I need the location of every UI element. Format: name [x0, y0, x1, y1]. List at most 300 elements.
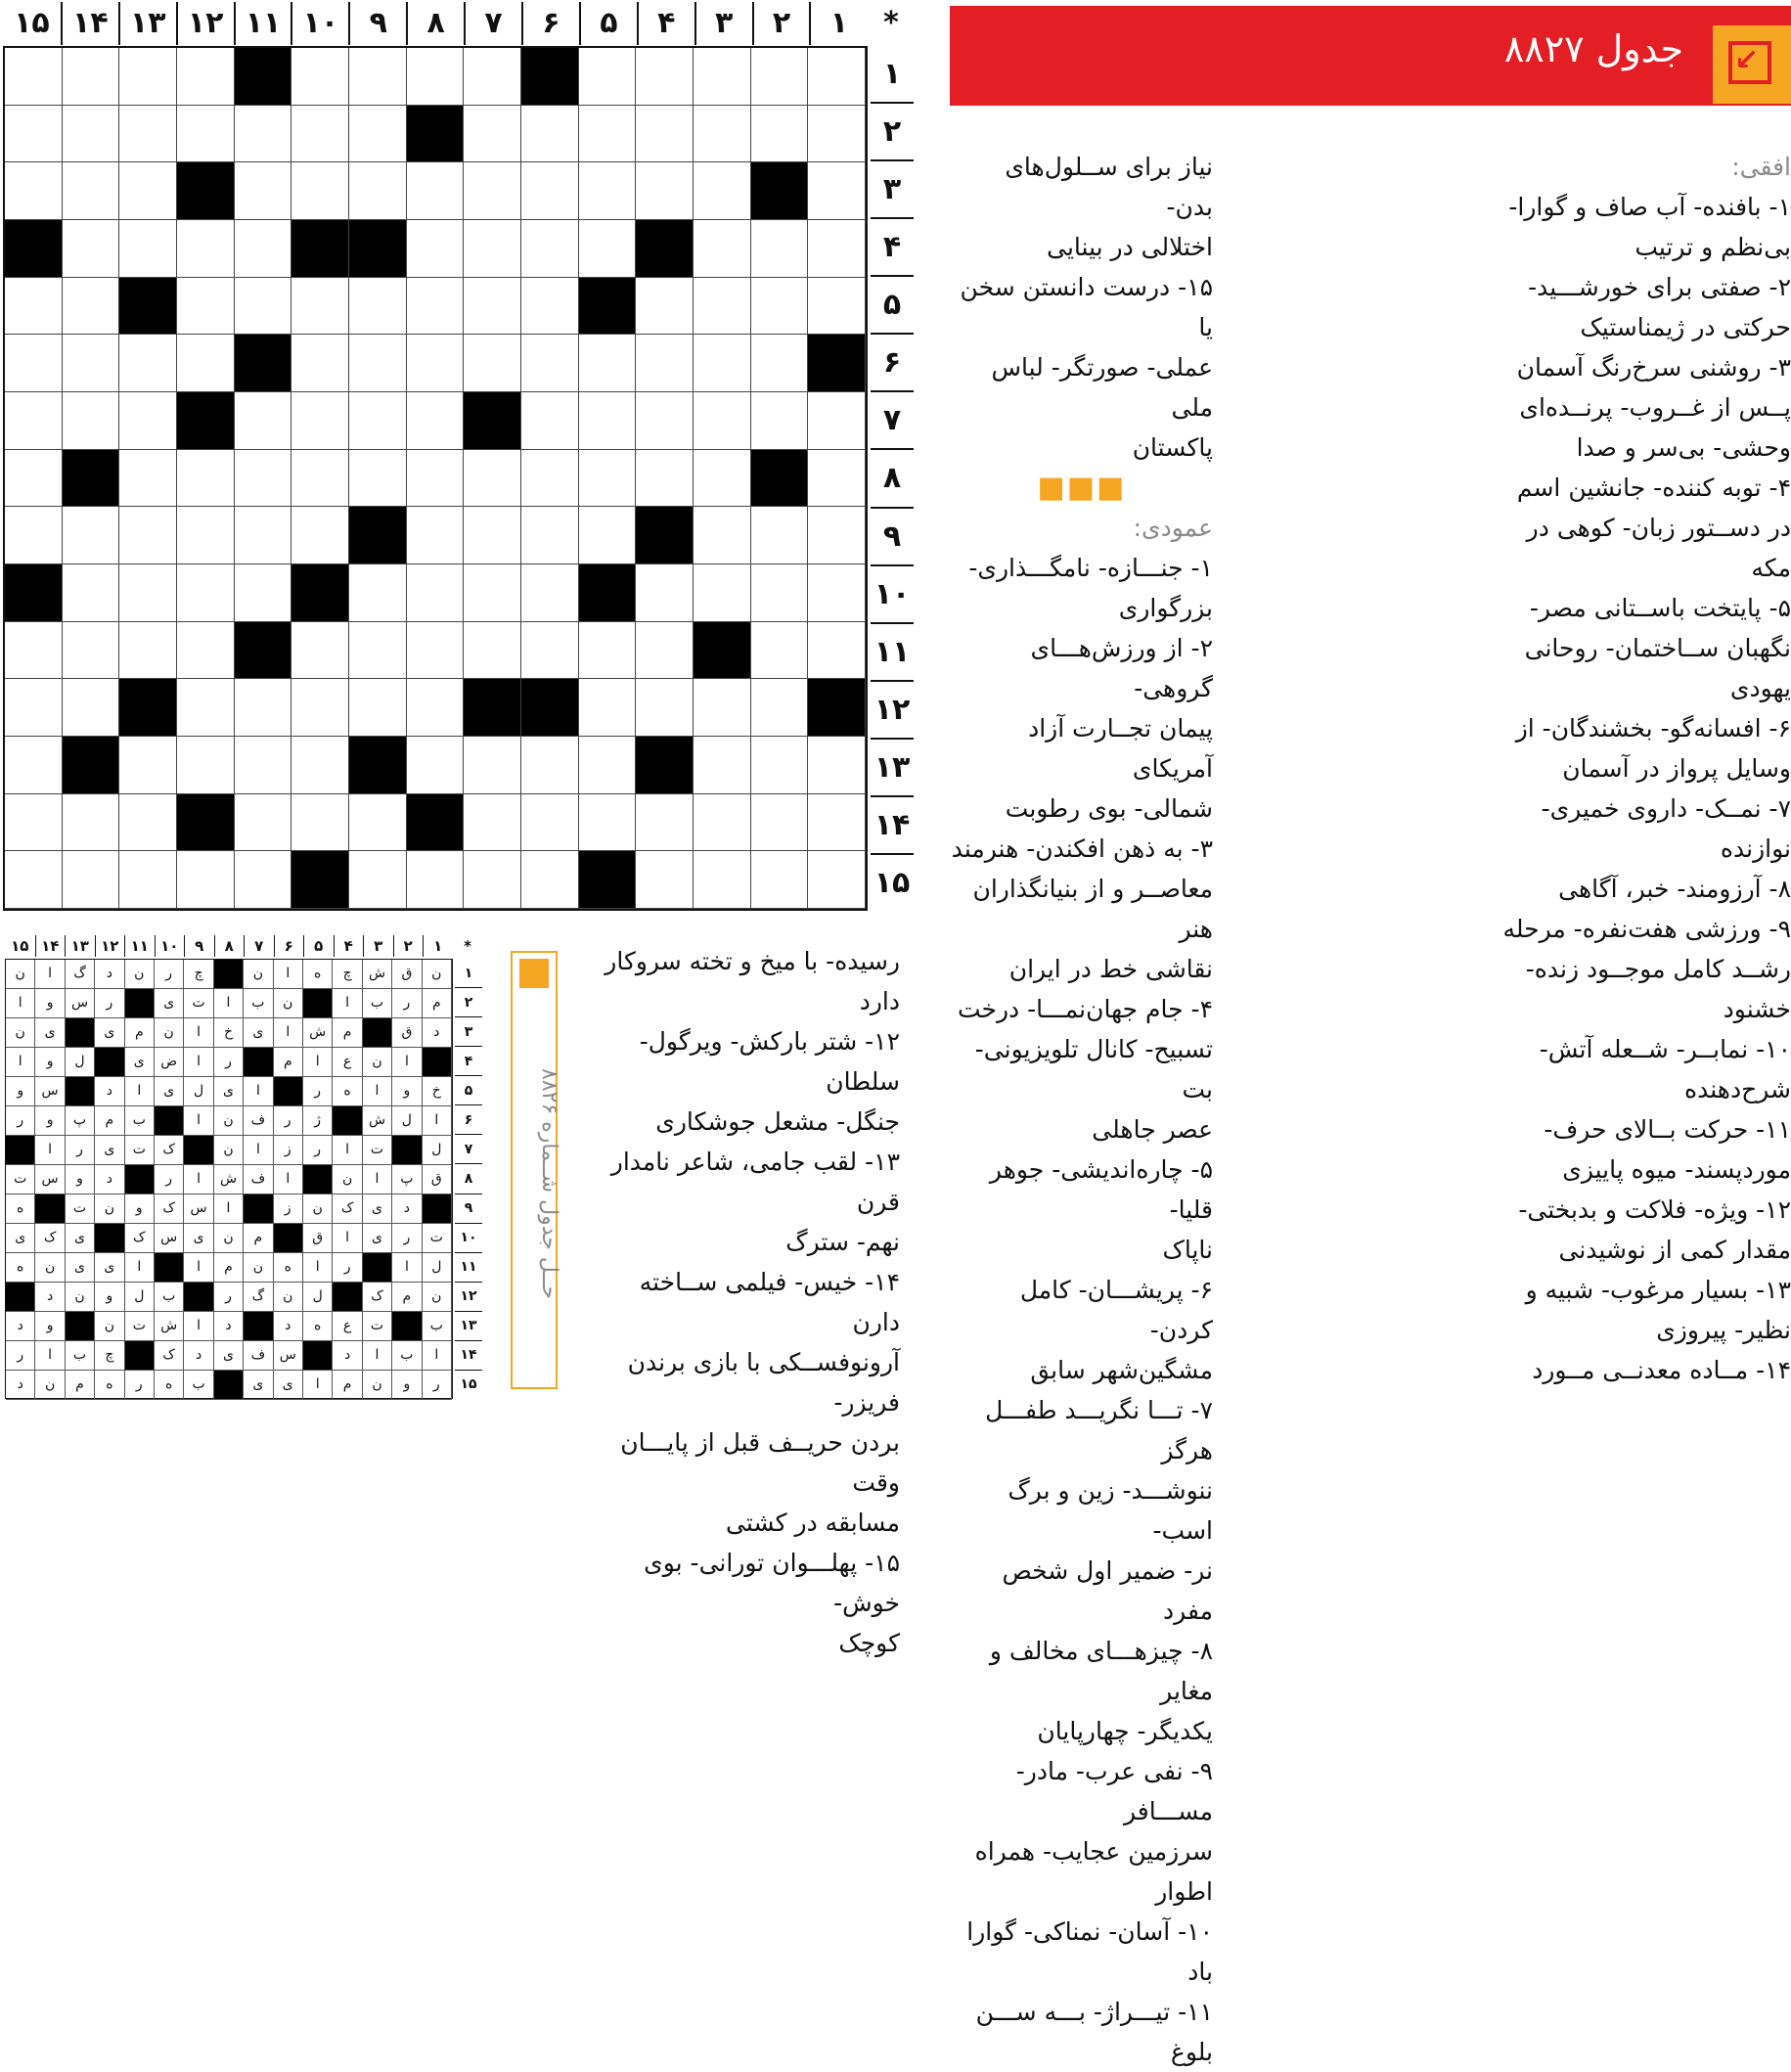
clue-line: ۲- از ورزش‌هـــای گروهی- — [1030, 634, 1213, 702]
white-cell[interactable] — [119, 392, 177, 450]
white-cell[interactable] — [694, 106, 751, 163]
white-cell[interactable] — [177, 106, 235, 163]
solution-letter: ر — [333, 1253, 362, 1283]
white-cell[interactable] — [349, 106, 407, 163]
white-cell[interactable] — [808, 564, 866, 622]
black-cell — [407, 106, 465, 163]
white-cell[interactable] — [579, 794, 637, 852]
white-cell[interactable] — [636, 679, 694, 737]
white-cell[interactable] — [63, 622, 120, 680]
solution-corner-star: * — [464, 937, 471, 955]
white-cell[interactable] — [751, 679, 809, 737]
black-cell — [235, 622, 292, 680]
arrow-logo-icon: ↙ — [1713, 25, 1791, 104]
white-cell[interactable] — [291, 794, 349, 852]
white-cell[interactable] — [579, 162, 637, 220]
white-cell[interactable] — [636, 162, 694, 220]
white-cell[interactable] — [464, 220, 521, 278]
white-cell[interactable] — [5, 737, 63, 794]
solution-column-number: ۵ — [303, 935, 334, 957]
solution-letter: س — [155, 1224, 184, 1253]
white-cell[interactable] — [349, 278, 407, 336]
white-cell[interactable] — [636, 335, 694, 392]
white-cell[interactable] — [579, 622, 637, 680]
clue-line: ۱۲- ویژه- فلاکت و بدبختی- — [1518, 1195, 1791, 1224]
white-cell[interactable] — [291, 507, 349, 564]
solution-letter: ه — [6, 1253, 35, 1283]
white-cell[interactable] — [579, 507, 637, 564]
solution-black-cell — [274, 1077, 303, 1106]
solution-letter: ن — [66, 1283, 95, 1312]
solution-letter: ن — [423, 960, 452, 989]
white-cell[interactable] — [5, 450, 63, 508]
solution-letter: ل — [423, 1253, 452, 1283]
white-cell[interactable] — [521, 278, 579, 336]
white-cell[interactable] — [63, 507, 120, 564]
clue-line: نظیر- پیروزی — [1656, 1316, 1791, 1344]
white-cell[interactable] — [464, 450, 521, 508]
white-cell[interactable] — [808, 106, 866, 163]
white-cell[interactable] — [291, 335, 349, 392]
white-cell[interactable] — [579, 220, 637, 278]
white-cell[interactable] — [694, 335, 751, 392]
white-cell[interactable] — [694, 851, 751, 909]
solution-letter: ل — [423, 1136, 452, 1165]
solution-letter: ن — [95, 1194, 124, 1224]
white-cell[interactable] — [119, 794, 177, 852]
white-cell[interactable] — [407, 507, 465, 564]
white-cell[interactable] — [349, 679, 407, 737]
clue-line: وحشی- بی‌سر و صدا — [1576, 433, 1791, 462]
white-cell[interactable] — [177, 335, 235, 392]
white-cell[interactable] — [119, 737, 177, 794]
row-number: ۱۲ — [871, 680, 914, 738]
white-cell[interactable] — [349, 622, 407, 680]
solution-letter: ی — [6, 1224, 35, 1253]
white-cell[interactable] — [235, 737, 292, 794]
row-number: ۱۵ — [871, 853, 914, 911]
white-cell[interactable] — [63, 162, 120, 220]
white-cell[interactable] — [636, 851, 694, 909]
white-cell[interactable] — [808, 392, 866, 450]
white-cell[interactable] — [235, 794, 292, 852]
white-cell[interactable] — [751, 48, 809, 106]
solution-letter: ب — [363, 989, 392, 1018]
solution-black-cell — [35, 1194, 65, 1224]
white-cell[interactable] — [119, 450, 177, 508]
white-cell[interactable] — [579, 450, 637, 508]
white-cell[interactable] — [694, 450, 751, 508]
row-number: ۱ — [882, 57, 902, 92]
white-cell[interactable] — [291, 162, 349, 220]
white-cell[interactable] — [694, 564, 751, 622]
white-cell[interactable] — [464, 794, 521, 852]
white-cell[interactable] — [5, 48, 63, 106]
solution-black-cell — [184, 1283, 213, 1312]
clue-line: ۱۴- خیس- فیلمی ســاخته دارن — [639, 1268, 900, 1336]
white-cell[interactable] — [808, 507, 866, 564]
black-cell — [349, 220, 407, 278]
solution-black-cell — [244, 1312, 273, 1341]
white-cell[interactable] — [407, 851, 465, 909]
white-cell[interactable] — [694, 794, 751, 852]
solution-letter: م — [244, 1224, 273, 1253]
white-cell[interactable] — [235, 392, 292, 450]
white-cell[interactable] — [636, 564, 694, 622]
white-cell[interactable] — [235, 220, 292, 278]
white-cell[interactable] — [177, 564, 235, 622]
black-cell — [349, 737, 407, 794]
white-cell[interactable] — [63, 679, 120, 737]
white-cell[interactable] — [119, 48, 177, 106]
solution-letter: ی — [125, 1048, 155, 1077]
white-cell[interactable] — [5, 392, 63, 450]
white-cell[interactable] — [177, 48, 235, 106]
clue-line: ۱- بافنده- آب صاف و گوارا- — [1508, 193, 1791, 221]
white-cell[interactable] — [521, 162, 579, 220]
clue-line: ننوشـــد- زین و برگ اسب- — [1007, 1476, 1213, 1545]
column-number: ۱۵ — [14, 6, 50, 40]
white-cell[interactable] — [291, 622, 349, 680]
solution-letter: م — [333, 1371, 362, 1400]
white-cell[interactable] — [808, 450, 866, 508]
white-cell[interactable] — [579, 106, 637, 163]
solution-row-number: ۱ — [464, 965, 473, 981]
solution-black-cell — [95, 1048, 124, 1077]
white-cell[interactable] — [235, 106, 292, 163]
solution-letter: ش — [363, 960, 392, 989]
solution-black-cell — [274, 1224, 303, 1253]
white-cell[interactable] — [119, 851, 177, 909]
white-cell[interactable] — [694, 507, 751, 564]
white-cell[interactable] — [808, 48, 866, 106]
row-number: ۵ — [871, 275, 914, 333]
column-number: ۵ — [579, 2, 637, 45]
white-cell[interactable] — [808, 794, 866, 852]
solution-letter: گ — [66, 960, 95, 989]
white-cell[interactable] — [407, 679, 465, 737]
clue-line: عملی- صورتگر- لباس ملی — [991, 353, 1213, 422]
solution-letter: ا — [6, 989, 35, 1018]
white-cell[interactable] — [177, 278, 235, 336]
white-cell[interactable] — [521, 392, 579, 450]
solution-letter: م — [274, 1048, 303, 1077]
solution-letter: ا — [363, 1077, 392, 1106]
white-cell[interactable] — [177, 450, 235, 508]
solution-letter: س — [35, 1077, 65, 1106]
white-cell[interactable] — [349, 794, 407, 852]
white-cell[interactable] — [636, 48, 694, 106]
white-cell[interactable] — [464, 564, 521, 622]
black-cell — [808, 679, 866, 737]
white-cell[interactable] — [291, 106, 349, 163]
white-cell[interactable] — [235, 851, 292, 909]
white-cell[interactable] — [464, 106, 521, 163]
white-cell[interactable] — [694, 392, 751, 450]
solution-letter: ت — [66, 1194, 95, 1224]
solution-row-number: ۱۰ — [455, 1223, 482, 1252]
solution-black-cell — [155, 1253, 184, 1283]
white-cell[interactable] — [464, 622, 521, 680]
white-cell[interactable] — [235, 450, 292, 508]
solution-letter: ش — [155, 1312, 184, 1341]
white-cell[interactable] — [5, 679, 63, 737]
solution-letter: ب — [392, 1341, 422, 1371]
white-cell[interactable] — [694, 278, 751, 336]
solution-letter: ا — [125, 1253, 155, 1283]
solution-letter: ه — [95, 1371, 124, 1400]
clue-line: ۹- نفی عرب- مادر- مســـافر — [1015, 1757, 1213, 1825]
white-cell[interactable] — [5, 851, 63, 909]
white-cell[interactable] — [579, 48, 637, 106]
solution-letter: ن — [125, 960, 155, 989]
black-cell — [5, 564, 63, 622]
white-cell[interactable] — [407, 220, 465, 278]
white-cell[interactable] — [5, 335, 63, 392]
white-cell[interactable] — [349, 162, 407, 220]
white-cell[interactable] — [521, 106, 579, 163]
solution-column-number: ۱۳ — [65, 935, 95, 957]
clue-line: مشگین‌شهر سابق — [1030, 1356, 1213, 1384]
solution-letter: ی — [214, 1077, 244, 1106]
white-cell[interactable] — [5, 794, 63, 852]
white-cell[interactable] — [5, 622, 63, 680]
white-cell[interactable] — [235, 278, 292, 336]
white-cell[interactable] — [407, 48, 465, 106]
white-cell[interactable] — [119, 335, 177, 392]
white-cell[interactable] — [636, 278, 694, 336]
clue-line: نقاشی خط در ایران — [1008, 955, 1213, 983]
black-cell — [349, 507, 407, 564]
white-cell[interactable] — [751, 851, 809, 909]
solution-letter: د — [6, 1371, 35, 1400]
white-cell[interactable] — [119, 622, 177, 680]
solution-letter: ر — [303, 1077, 333, 1106]
white-cell[interactable] — [464, 737, 521, 794]
solution-letter: ا — [274, 960, 303, 989]
white-cell[interactable] — [751, 794, 809, 852]
solution-letter: د — [95, 960, 124, 989]
white-cell[interactable] — [521, 335, 579, 392]
solution-letter: ر — [392, 989, 422, 1018]
white-cell[interactable] — [751, 564, 809, 622]
white-cell[interactable] — [579, 335, 637, 392]
white-cell[interactable] — [349, 335, 407, 392]
solution-letter: س — [66, 989, 95, 1018]
solution-letter: ل — [184, 1077, 213, 1106]
clue-line: حرکتی در ژیمناستیک — [1580, 313, 1791, 341]
white-cell[interactable] — [119, 162, 177, 220]
white-cell[interactable] — [235, 679, 292, 737]
white-cell[interactable] — [349, 564, 407, 622]
solution-letter: ه — [333, 1077, 362, 1106]
white-cell[interactable] — [407, 737, 465, 794]
white-cell[interactable] — [751, 737, 809, 794]
white-cell[interactable] — [694, 162, 751, 220]
white-cell[interactable] — [751, 220, 809, 278]
clue-line: ۹- ورزشی هفت‌نفره- مرحله — [1502, 915, 1791, 943]
white-cell[interactable] — [63, 564, 120, 622]
white-cell[interactable] — [407, 162, 465, 220]
solution-letter: ر — [392, 1224, 422, 1253]
solution-letter: ی — [184, 1224, 213, 1253]
white-cell[interactable] — [177, 507, 235, 564]
clue-line: مسابقه در کشتی — [725, 1509, 900, 1537]
white-cell[interactable] — [636, 392, 694, 450]
solution-letter: د — [214, 1312, 244, 1341]
white-cell[interactable] — [407, 278, 465, 336]
white-cell[interactable] — [5, 162, 63, 220]
white-cell[interactable] — [291, 48, 349, 106]
white-cell[interactable] — [464, 48, 521, 106]
white-cell[interactable] — [177, 737, 235, 794]
solution-letter: ا — [333, 1136, 362, 1165]
white-cell[interactable] — [694, 48, 751, 106]
column-number: ۱۴ — [61, 2, 118, 45]
white-cell[interactable] — [808, 737, 866, 794]
white-cell[interactable] — [63, 220, 120, 278]
white-cell[interactable] — [464, 507, 521, 564]
white-cell[interactable] — [407, 335, 465, 392]
solution-letter: ا — [423, 1106, 452, 1136]
white-cell[interactable] — [636, 450, 694, 508]
white-cell[interactable] — [177, 622, 235, 680]
white-cell[interactable] — [579, 737, 637, 794]
white-cell[interactable] — [119, 507, 177, 564]
white-cell[interactable] — [521, 794, 579, 852]
white-cell[interactable] — [349, 851, 407, 909]
white-cell[interactable] — [808, 622, 866, 680]
white-cell[interactable] — [119, 564, 177, 622]
white-cell[interactable] — [235, 162, 292, 220]
white-cell[interactable] — [521, 507, 579, 564]
white-cell[interactable] — [694, 220, 751, 278]
white-cell[interactable] — [177, 851, 235, 909]
column-number: ۲ — [752, 2, 810, 45]
white-cell[interactable] — [521, 737, 579, 794]
row-number: ۱۱ — [871, 622, 914, 680]
white-cell[interactable] — [579, 679, 637, 737]
white-cell[interactable] — [521, 564, 579, 622]
white-cell[interactable] — [521, 220, 579, 278]
white-cell[interactable] — [521, 622, 579, 680]
white-cell[interactable] — [5, 106, 63, 163]
white-cell[interactable] — [464, 278, 521, 336]
solution-column-number: ۱۵ — [11, 937, 29, 955]
solution-letter: ن — [363, 1048, 392, 1077]
clue-line: ۱۱- تیـــراژ- بـــه ســـن بلوغ — [975, 1998, 1213, 2066]
white-cell[interactable] — [407, 450, 465, 508]
solution-letter: م — [95, 1106, 124, 1136]
white-cell[interactable] — [63, 335, 120, 392]
white-cell[interactable] — [63, 851, 120, 909]
white-cell[interactable] — [235, 507, 292, 564]
white-cell[interactable] — [119, 220, 177, 278]
black-cell — [521, 679, 579, 737]
white-cell[interactable] — [177, 679, 235, 737]
white-cell[interactable] — [235, 564, 292, 622]
solution-letter: م — [66, 1371, 95, 1400]
black-cell — [63, 450, 120, 508]
white-cell[interactable] — [63, 392, 120, 450]
white-cell[interactable] — [291, 679, 349, 737]
white-cell[interactable] — [694, 679, 751, 737]
clue-line: ۵- چاره‌اندیشی- جوهر قلیا- — [989, 1155, 1213, 1224]
black-cell — [291, 851, 349, 909]
white-cell[interactable] — [407, 622, 465, 680]
clue-line: نر- ضمیر اول شخص مفرد — [1002, 1556, 1213, 1625]
solution-letter: ا — [35, 1136, 65, 1165]
white-cell[interactable] — [808, 220, 866, 278]
white-cell[interactable] — [694, 737, 751, 794]
solution-grid — [5, 959, 453, 1399]
white-cell[interactable] — [291, 392, 349, 450]
white-cell[interactable] — [751, 392, 809, 450]
black-cell — [636, 507, 694, 564]
clue-line: خشنود — [1723, 995, 1791, 1023]
white-cell[interactable] — [808, 278, 866, 336]
solution-letter: ن — [423, 1283, 452, 1312]
white-cell[interactable] — [63, 106, 120, 163]
white-cell[interactable] — [751, 335, 809, 392]
white-cell[interactable] — [291, 450, 349, 508]
white-cell[interactable] — [636, 622, 694, 680]
solution-letter: ی — [155, 1077, 184, 1106]
clue-line: در دســتور زبان- کوهی در — [1526, 514, 1791, 542]
white-cell[interactable] — [636, 794, 694, 852]
white-cell[interactable] — [119, 106, 177, 163]
white-cell[interactable] — [751, 507, 809, 564]
white-cell[interactable] — [63, 278, 120, 336]
white-cell[interactable] — [349, 48, 407, 106]
white-cell[interactable] — [407, 564, 465, 622]
solution-letter: ر — [214, 1048, 244, 1077]
grid-corner-star: * — [883, 6, 899, 40]
white-cell[interactable] — [63, 48, 120, 106]
white-cell[interactable] — [751, 278, 809, 336]
clue-line: پیمان تجــارت آزاد آمریکای — [1028, 714, 1213, 783]
white-cell[interactable] — [636, 106, 694, 163]
white-cell[interactable] — [63, 794, 120, 852]
white-cell[interactable] — [464, 335, 521, 392]
black-cell — [177, 162, 235, 220]
white-cell[interactable] — [177, 220, 235, 278]
white-cell[interactable] — [521, 851, 579, 909]
white-cell[interactable] — [291, 278, 349, 336]
white-cell[interactable] — [291, 737, 349, 794]
white-cell[interactable] — [464, 162, 521, 220]
clue-line: ۴- جام جهان‌نمـــا- درخت — [957, 995, 1213, 1023]
solution-letter: ن — [35, 1371, 65, 1400]
white-cell[interactable] — [5, 507, 63, 564]
white-cell[interactable] — [464, 851, 521, 909]
white-cell[interactable] — [349, 392, 407, 450]
white-cell[interactable] — [579, 392, 637, 450]
solution-letter: ن — [6, 960, 35, 989]
white-cell[interactable] — [407, 392, 465, 450]
white-cell[interactable] — [751, 106, 809, 163]
solution-letter: ر — [303, 1136, 333, 1165]
white-cell[interactable] — [349, 450, 407, 508]
white-cell[interactable] — [521, 450, 579, 508]
title-banner — [950, 6, 1791, 106]
white-cell[interactable] — [751, 622, 809, 680]
black-cell — [751, 162, 809, 220]
white-cell[interactable] — [808, 162, 866, 220]
white-cell[interactable] — [808, 851, 866, 909]
white-cell[interactable] — [5, 278, 63, 336]
solution-letter: د — [333, 1341, 362, 1371]
